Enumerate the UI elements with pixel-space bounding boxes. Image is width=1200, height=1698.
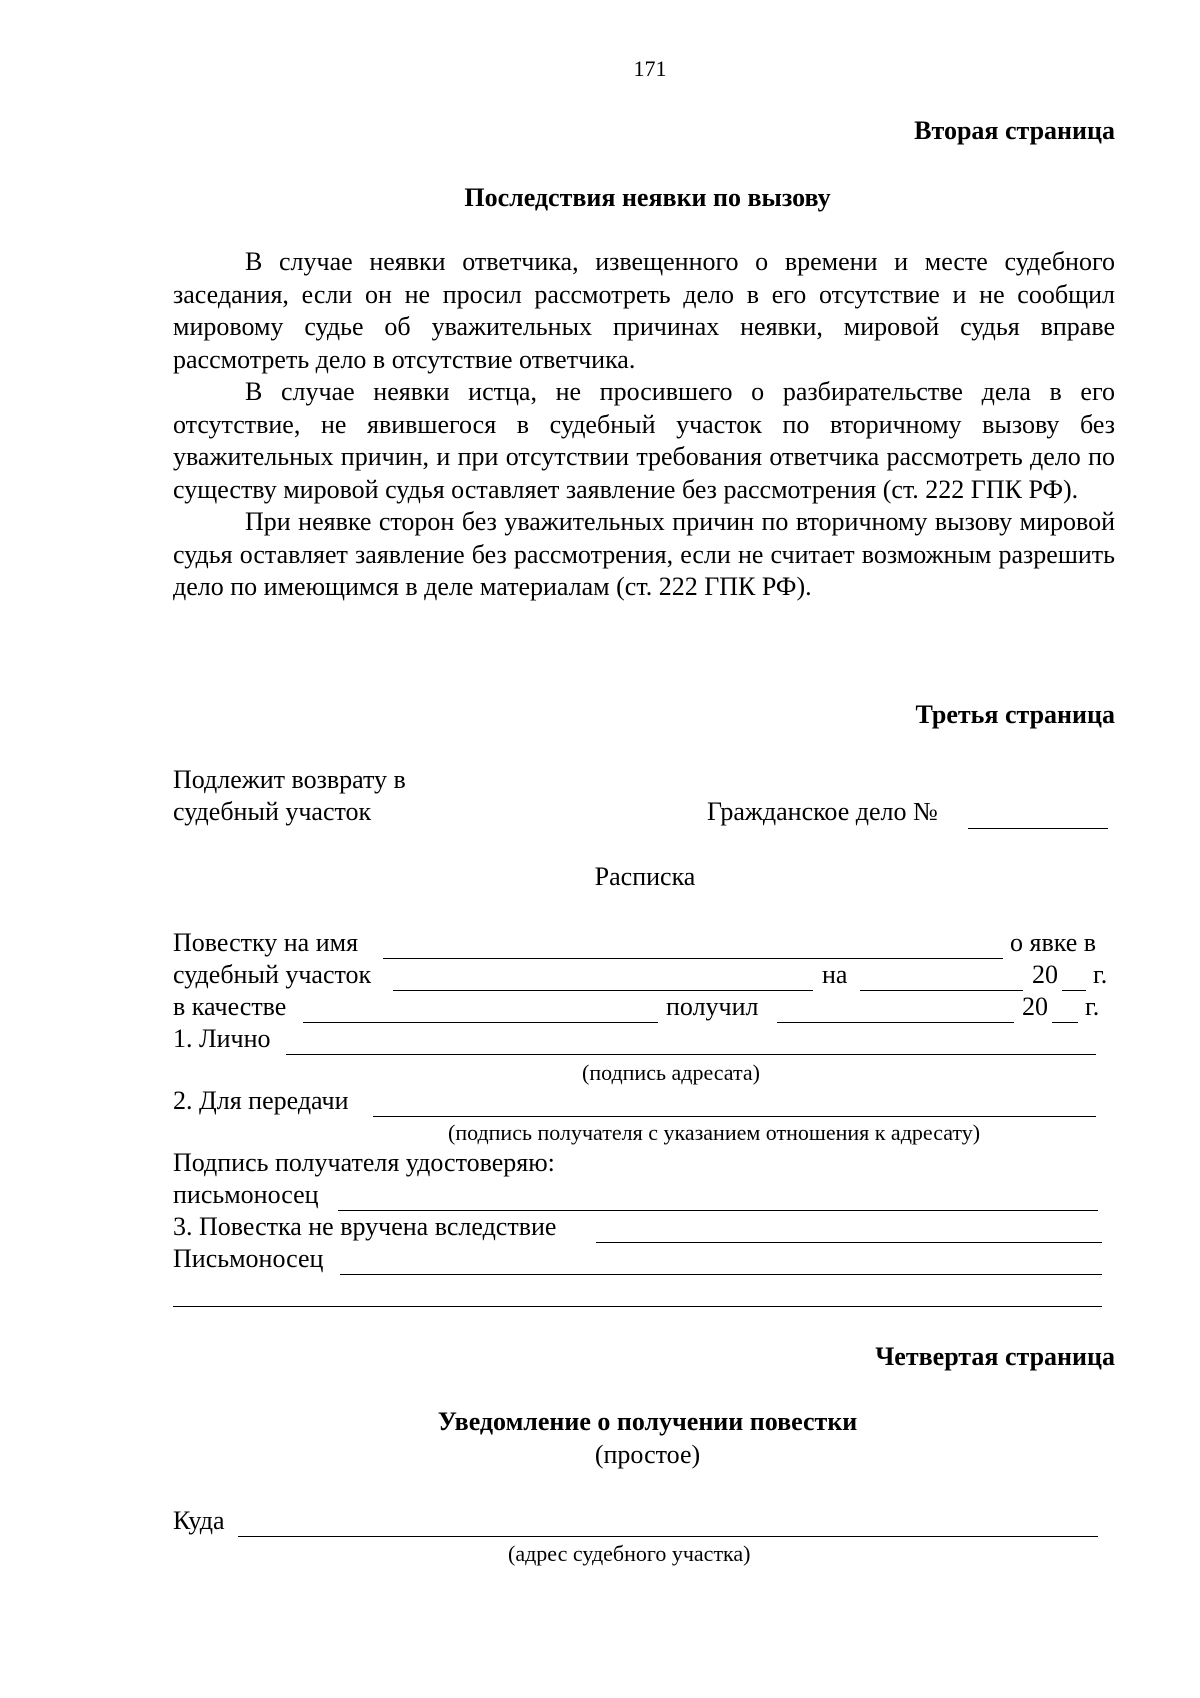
- year-suffix-1: г.: [1093, 960, 1108, 989]
- postman-label: письмоносец: [173, 1180, 319, 1209]
- extra-line-field[interactable]: [173, 1306, 1102, 1307]
- appearance-label: о явке в: [1010, 928, 1097, 957]
- capacity-label: в качестве: [173, 992, 287, 1021]
- addressee-signature-caption: (подпись адресата): [582, 1060, 760, 1085]
- court-section-label: судебный участок: [173, 960, 372, 989]
- date-on-label: на: [822, 960, 848, 989]
- consequences-text: [173, 246, 1115, 604]
- case-number-field[interactable]: [968, 828, 1108, 829]
- page-number: 171: [633, 56, 667, 81]
- year-field-1[interactable]: [1062, 990, 1086, 991]
- not-delivered-reason-field[interactable]: [596, 1242, 1102, 1243]
- capacity-field[interactable]: [303, 1022, 658, 1023]
- second-page-heading: Вторая страница: [914, 116, 1115, 145]
- case-number-label: Гражданское дело №: [707, 797, 938, 826]
- summons-name-label: Повестку на имя: [173, 928, 359, 957]
- recipient-signature-caption: (подпись получателя с указанием отношения к адресату): [448, 1120, 981, 1145]
- paragraph-1: В случае неявки ответчика, извещенного о времени и месте судебного заседания, если он не просил рассмотреть дело в его отсутствие и не сообщил мировому судье об уважительных причинах неявки, мировой судья вправе рассмотреть дело в отсутствие ответчика.: [173, 247, 1115, 374]
- recipient-signature-field[interactable]: [373, 1116, 1096, 1117]
- appearance-date-field[interactable]: [860, 990, 1023, 991]
- receipt-title: Расписка: [594, 862, 696, 891]
- summons-name-field[interactable]: [383, 958, 1003, 959]
- for-transfer-label: 2. Для передачи: [173, 1086, 349, 1115]
- third-page-heading: Третья страница: [915, 700, 1115, 729]
- year-prefix-1: 20: [1032, 960, 1058, 989]
- return-line-1: Подлежит возврату в: [173, 765, 406, 794]
- year-suffix-2: г.: [1085, 992, 1100, 1021]
- addressee-signature-field[interactable]: [286, 1054, 1096, 1055]
- received-label: получил: [666, 992, 759, 1021]
- certify-label: Подпись получателя удостоверяю:: [173, 1148, 555, 1177]
- year-prefix-2: 20: [1022, 992, 1048, 1021]
- return-line-2: судебный участок: [173, 797, 372, 826]
- not-delivered-label: 3. Повестка не вручена вследствие: [173, 1212, 557, 1241]
- where-label: Куда: [173, 1506, 225, 1535]
- court-address-caption: (адрес судебного участка): [508, 1541, 751, 1566]
- postman-label-2: Письмоносец: [173, 1244, 324, 1273]
- year-field-2[interactable]: [1052, 1022, 1078, 1023]
- fourth-page-heading: Четвертая страница: [875, 1342, 1115, 1371]
- court-address-field[interactable]: [238, 1536, 1098, 1537]
- postman-signature-field[interactable]: [338, 1210, 1098, 1211]
- received-date-field[interactable]: [777, 1022, 1014, 1023]
- postman-field-2[interactable]: [340, 1274, 1102, 1275]
- paragraph-2: В случае неявки истца, не просившего о разбирательстве дела в его отсутствие, не явившегося в судебный участок по вторичному вызову без уважительных причин, и при отсутствии требования ответчика рассмотреть дело по существу мировой судья оставляет заявление без рассмотрения (ст. 222 ГПК РФ).: [173, 377, 1115, 504]
- personally-label: 1. Лично: [173, 1024, 271, 1053]
- consequences-title: Последствия неявки по вызову: [464, 183, 831, 212]
- paragraph-3: При неявке сторон без уважительных причин по вторичному вызову мировой судья оставляет заявление без рассмотрения, если не считает возможным разрешить дело по имеющимся в деле материалам (ст. 222 ГПК РФ).: [173, 507, 1115, 601]
- notice-subtitle: (простое): [594, 1440, 701, 1469]
- notice-title: Уведомление о получении повестки: [437, 1407, 858, 1436]
- court-section-field[interactable]: [393, 990, 813, 991]
